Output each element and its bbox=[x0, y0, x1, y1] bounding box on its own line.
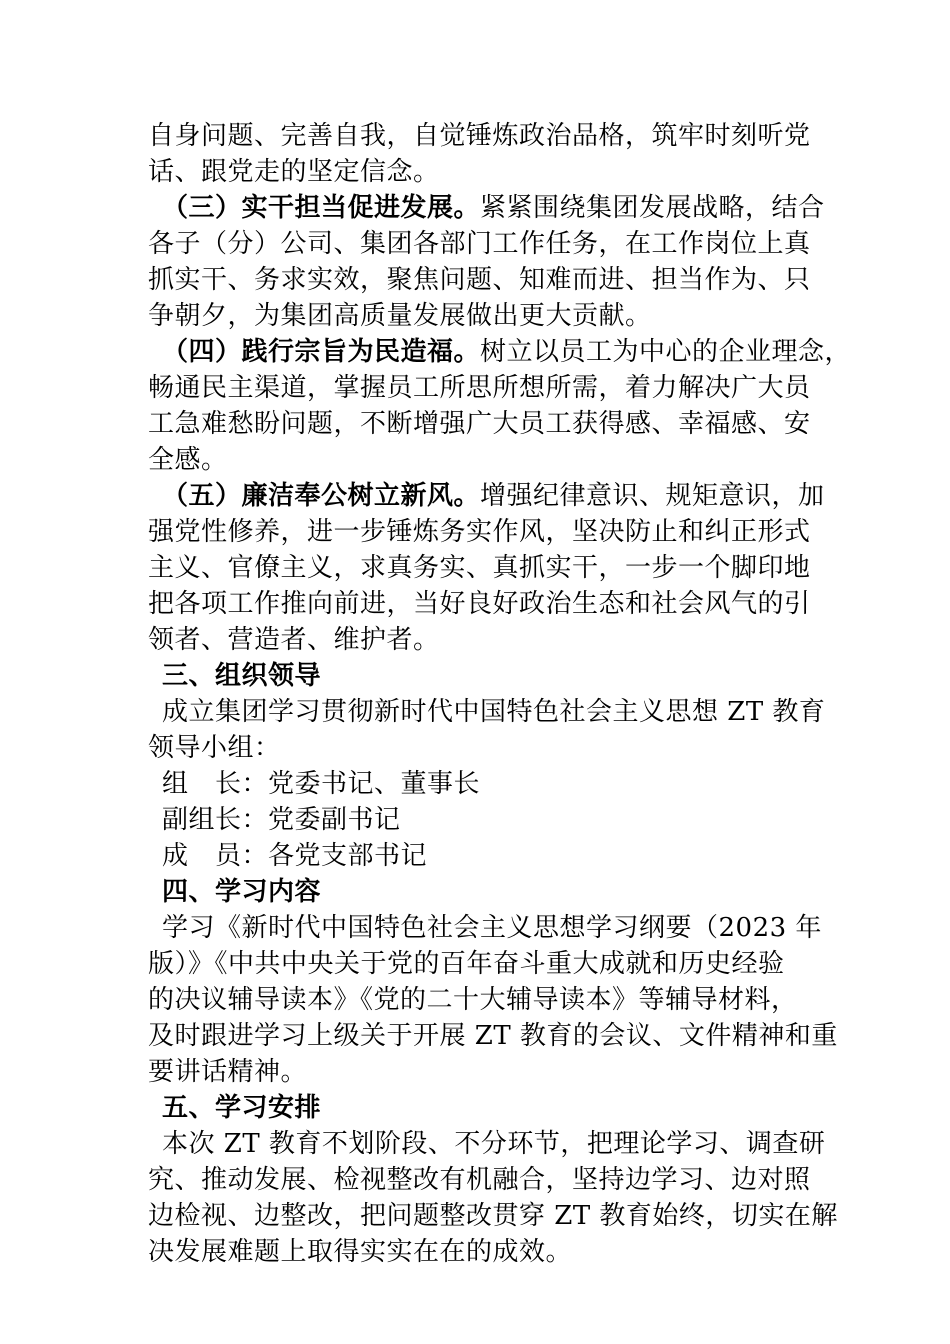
text-span: 副组长：党委副书记 bbox=[162, 805, 401, 835]
text-span: 争朝夕，为集团高质量发展做出更大贡献。 bbox=[148, 301, 652, 331]
text-line bbox=[0, 478, 950, 514]
text-span: 抓实干、务求实效，聚焦问题、知难而进、担当作为、只 bbox=[148, 265, 811, 295]
text-line bbox=[0, 838, 950, 874]
heading-text: 四、学习内容 bbox=[162, 877, 322, 907]
text-line bbox=[0, 370, 950, 406]
text-line bbox=[0, 1054, 950, 1090]
text-line bbox=[0, 226, 950, 262]
text-span: 话、跟党走的坚定信念。 bbox=[148, 157, 440, 187]
text-line bbox=[0, 514, 950, 550]
text-span: 及时跟进学习上级关于开展 ZT 教育的会议、文件精神和重 bbox=[148, 1021, 838, 1051]
text-line bbox=[0, 766, 950, 802]
text-line bbox=[0, 1126, 950, 1162]
text-line bbox=[0, 442, 950, 478]
text-line bbox=[0, 154, 950, 190]
text-span: 决发展难题上取得实实在在的成效。 bbox=[148, 1237, 573, 1267]
text-line bbox=[0, 910, 950, 946]
text-span: 领者、营造者、维护者。 bbox=[148, 625, 440, 655]
text-span: 成立集团学习贯彻新时代中国特色社会主义思想 ZT 教育 bbox=[162, 697, 826, 727]
text-line bbox=[0, 982, 950, 1018]
text-span: 本次 ZT 教育不划阶段、不分环节，把理论学习、调查研 bbox=[162, 1129, 826, 1159]
text-line bbox=[0, 262, 950, 298]
text-span: 各子（分）公司、集团各部门工作任务，在工作岗位上真 bbox=[148, 229, 811, 259]
text-span: 成 员：各党支部书记 bbox=[162, 841, 428, 871]
paragraph-heading: （四）践行宗旨为民造福。 bbox=[162, 337, 481, 367]
text-span: 边检视、边整改，把问题整改贯穿 ZT 教育始终，切实在解 bbox=[148, 1201, 838, 1231]
text-span: 把各项工作推向前进，当好良好政治生态和社会风气的引 bbox=[148, 589, 811, 619]
text-line bbox=[0, 406, 950, 442]
text-line bbox=[0, 550, 950, 586]
text-line bbox=[0, 622, 950, 658]
heading-text: 三、组织领导 bbox=[162, 661, 322, 691]
text-span: 强党性修养，进一步锤炼务实作风，坚决防止和纠正形式 bbox=[148, 517, 811, 547]
text-span: 畅通民主渠道，掌握员工所思所想所需，着力解决广大员 bbox=[148, 373, 811, 403]
text-span: 学习《新时代中国特色社会主义思想学习纲要（2023 年 bbox=[162, 913, 822, 943]
text-span: 全感。 bbox=[148, 445, 228, 475]
text-line bbox=[0, 118, 950, 154]
section-heading bbox=[0, 1090, 950, 1126]
text-line bbox=[0, 730, 950, 766]
section-heading bbox=[0, 658, 950, 694]
text-span: 工急难愁盼问题，不断增强广大员工获得感、幸福感、安 bbox=[148, 409, 811, 439]
text-span: 究、推动发展、检视整改有机融合，坚持边学习、边对照 bbox=[148, 1165, 811, 1195]
text-line bbox=[0, 802, 950, 838]
heading-text: 五、学习安排 bbox=[162, 1093, 322, 1123]
text-span: 自身问题、完善自我，自觉锤炼政治品格，筑牢时刻听党 bbox=[148, 121, 811, 151]
section-heading bbox=[0, 874, 950, 910]
text-line bbox=[0, 1198, 950, 1234]
text-line bbox=[0, 946, 950, 982]
text-span: 增强纪律意识、规矩意识，加 bbox=[480, 481, 825, 511]
text-span: 要讲话精神。 bbox=[148, 1057, 308, 1087]
text-line bbox=[0, 694, 950, 730]
text-span: 主义、官僚主义，求真务实、真抓实干，一步一个脚印地 bbox=[148, 553, 811, 583]
text-span: 的决议辅导读本》《党的二十大辅导读本》等辅导材料， bbox=[148, 985, 798, 1015]
paragraph-heading: （三）实干担当促进发展。 bbox=[162, 193, 481, 223]
text-line bbox=[0, 190, 950, 226]
text-span: 紧紧围绕集团发展战略，结合 bbox=[480, 193, 825, 223]
text-line bbox=[0, 334, 950, 370]
text-line bbox=[0, 298, 950, 334]
text-line bbox=[0, 1234, 950, 1270]
text-span: 树立以员工为中心的企业理念， bbox=[480, 337, 852, 367]
text-line bbox=[0, 1018, 950, 1054]
text-span: 组 长：党委书记、董事长 bbox=[162, 769, 481, 799]
text-line bbox=[0, 1162, 950, 1198]
text-span: 领导小组： bbox=[148, 733, 281, 763]
paragraph-heading: （五）廉洁奉公树立新风。 bbox=[162, 481, 481, 511]
text-line bbox=[0, 586, 950, 622]
text-span: 版）》《中共中央关于党的百年奋斗重大成就和历史经验 bbox=[148, 949, 785, 979]
